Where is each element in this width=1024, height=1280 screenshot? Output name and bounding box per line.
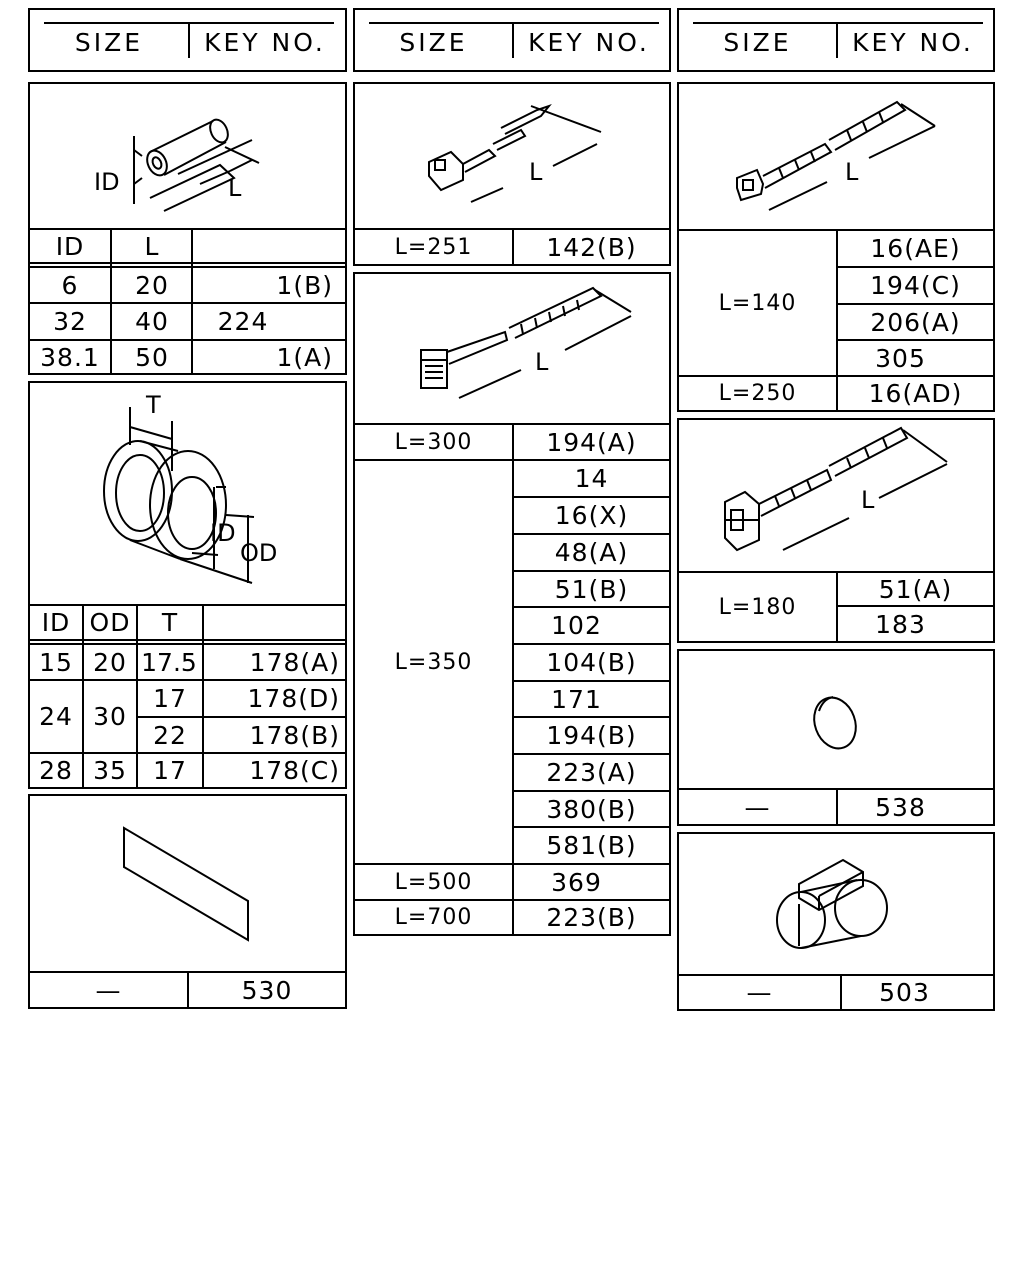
cable-tie-mount-drawing — [679, 420, 993, 572]
grommet-label-id: ID — [210, 519, 236, 547]
grommet-row-od: 20 — [93, 647, 127, 677]
tie-l500-key: 369 — [551, 867, 602, 897]
cable-tie-drawing — [679, 84, 993, 230]
grommet-row-key: 178(A) — [249, 647, 340, 677]
tie-l350-size: L=350 — [394, 649, 473, 675]
tie140-size: L=140 — [718, 290, 797, 316]
plug-size: — — [744, 792, 771, 822]
tie-l700-size: L=700 — [394, 905, 473, 930]
grommet-row-t: 17 — [153, 756, 187, 785]
grommet-row-t: 17 — [153, 683, 187, 713]
sleeve-row-id: 32 — [53, 306, 87, 336]
header-size: SIZE — [74, 27, 144, 57]
grommet-row-key: 178(D) — [247, 683, 340, 713]
tie180-size: L=180 — [718, 594, 797, 620]
tie-l350-key: 171 — [551, 685, 602, 714]
tie180-label-l: L — [861, 486, 875, 514]
grommet-col-t: T — [161, 607, 179, 637]
clamp-drawing — [679, 834, 993, 974]
header-size: SIZE — [399, 27, 468, 57]
header-col2 — [353, 8, 671, 72]
tie180-panel — [677, 418, 995, 643]
clamp-size: — — [746, 978, 773, 1007]
grommet-row-od: 30 — [93, 702, 127, 731]
grommet-row-id: 28 — [39, 756, 73, 785]
tie-l300-size: L=300 — [394, 429, 473, 455]
header-key-no: KEY NO. — [204, 27, 326, 57]
sleeve-row-l: 40 — [135, 306, 169, 336]
grommet-row-id: 15 — [39, 647, 73, 677]
clamp-panel — [677, 832, 995, 1011]
tie140-key: 305 — [875, 343, 926, 373]
tie-l350-key: 380(B) — [546, 795, 637, 824]
tie-l350-key: 14 — [574, 464, 609, 493]
tie251-size: L=251 — [394, 234, 473, 260]
tie-l350-key: 48(A) — [554, 538, 629, 567]
sleeve-row-id: 6 — [61, 270, 79, 300]
sleeve-row-l: 20 — [135, 270, 169, 300]
grommet-row-key: 178(B) — [249, 720, 340, 750]
tie-l300-key: 194(A) — [546, 427, 637, 457]
sleeve-row-key: 1(A) — [276, 342, 333, 372]
grommet-drawing — [30, 383, 345, 605]
header-col3 — [677, 8, 995, 72]
sleeve-label-id: ID — [94, 168, 120, 196]
clamp-key: 503 — [879, 978, 930, 1007]
tie140-key: 194(C) — [870, 271, 961, 300]
tie-l350-key: 16(X) — [554, 501, 629, 530]
grommet-label-t: T — [146, 391, 161, 419]
header-key-no: KEY NO. — [528, 27, 650, 57]
cable-tie-drawing — [355, 84, 669, 229]
tie-l700-key: 223(B) — [546, 903, 637, 932]
tape-size: — — [95, 975, 122, 1005]
tie-l350-key: 223(A) — [546, 758, 637, 787]
tie140-panel — [677, 82, 995, 412]
sleeve-label-l: L — [228, 174, 242, 202]
tape-key: 530 — [241, 975, 293, 1005]
plug-drawing — [679, 651, 993, 789]
grommet-row-id: 24 — [39, 702, 73, 731]
tie-l350-key: 102 — [551, 611, 602, 640]
tie251-label-l: L — [529, 158, 543, 186]
tie140-key: 206(A) — [870, 308, 961, 337]
tie250-size: L=250 — [718, 381, 797, 406]
tie-l350-key: 194(B) — [546, 721, 637, 750]
tie180-key: 183 — [875, 609, 926, 639]
header-col1 — [28, 8, 347, 72]
tie140-label-l: L — [845, 158, 859, 186]
tie180-key: 51(A) — [878, 574, 953, 604]
sleeve-row-l: 50 — [135, 342, 169, 372]
grommet-label-od: OD — [240, 539, 278, 567]
tape-drawing — [30, 796, 345, 972]
tie-l350-key: 581(B) — [546, 831, 637, 860]
grommet-col-od: OD — [89, 607, 131, 637]
tape-panel — [28, 794, 347, 1009]
sleeve-col-l: L — [144, 231, 160, 261]
tie-l350-key: 51(B) — [554, 575, 629, 604]
grommet-col-id: ID — [41, 607, 71, 637]
plug-key: 538 — [875, 792, 926, 822]
tie140-key: 16(AE) — [870, 234, 961, 263]
tie251-panel — [353, 82, 671, 266]
plug-panel — [677, 649, 995, 826]
grommet-row-key: 178(C) — [249, 756, 340, 785]
sleeve-row-key: 224 — [217, 306, 269, 336]
sleeve-panel — [28, 82, 347, 375]
tie-l350-key: 104(B) — [546, 648, 637, 677]
grommet-row-t: 17.5 — [141, 647, 197, 677]
tie250-key: 16(AD) — [868, 379, 963, 408]
header-size: SIZE — [723, 27, 792, 57]
sleeve-row-key: 1(B) — [276, 270, 333, 300]
sleeve-col-id: ID — [55, 231, 85, 261]
tie-long-panel — [353, 272, 671, 936]
sleeve-row-id: 38.1 — [40, 342, 100, 372]
header-key-no: KEY NO. — [852, 27, 974, 57]
grommet-panel — [28, 381, 347, 789]
tie251-key: 142(B) — [546, 232, 637, 262]
tie-long-label-l: L — [535, 348, 549, 376]
sleeve-drawing — [30, 84, 345, 229]
tie-l500-size: L=500 — [394, 869, 473, 895]
grommet-row-t: 22 — [153, 720, 187, 750]
cable-tie-drawing — [355, 274, 669, 424]
grommet-row-od: 35 — [93, 756, 127, 785]
